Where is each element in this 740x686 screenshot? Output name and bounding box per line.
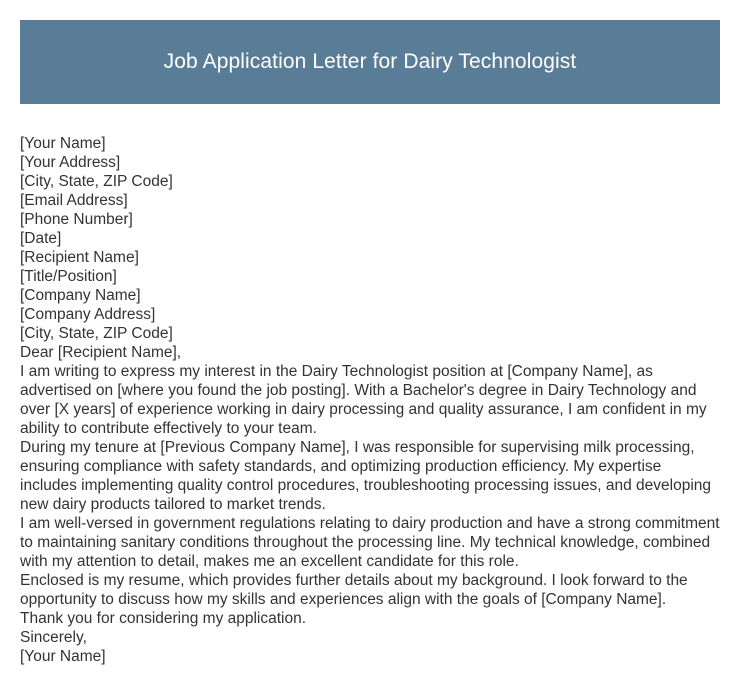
sender-phone: [Phone Number] — [20, 211, 133, 228]
letter-body — [20, 134, 722, 666]
recipient-company-address: [Company Address] — [20, 306, 156, 323]
sender-email: [Email Address] — [20, 192, 128, 209]
title-banner — [20, 20, 720, 104]
sender-name: [Your Name] — [20, 135, 106, 152]
paragraph-qualifications: I am well-versed in government regulations relating to dairy production and have a strong commitment to maintaining sanitary conditions throughout the processing line. My technical knowledge, combined with my attention to detail, makes me an excellent candidate for this role. — [20, 515, 720, 570]
page-title: Job Application Letter for Dairy Technologist — [163, 50, 577, 73]
closing: Sincerely, — [20, 629, 87, 646]
paragraph-experience: During my tenure at [Previous Company Name], I was responsible for supervising milk processing, ensuring compliance with safety standards, and optimizing production efficiency. My expertise includes implementing quality control procedures, troubleshooting processing issues, and developing new dairy products tailored to market trends. — [20, 439, 712, 513]
paragraph-interest: I am writing to express my interest in the Dairy Technologist position at [Company Name], as advertised on [where you found the job posting]. With a Bachelor's degree in Dairy Technology and over [X years] of experience working in dairy processing and quality assurance, I am confident in my ability to contribute effectively to your team. — [20, 363, 707, 437]
letter-date: [Date] — [20, 230, 62, 247]
sender-address: [Your Address] — [20, 154, 121, 171]
salutation: Dear [Recipient Name], — [20, 344, 182, 361]
recipient-company: [Company Name] — [20, 287, 141, 304]
signature-name: [Your Name] — [20, 648, 106, 665]
sender-city-state-zip: [City, State, ZIP Code] — [20, 173, 173, 190]
recipient-city-state-zip: [City, State, ZIP Code] — [20, 325, 173, 342]
recipient-name: [Recipient Name] — [20, 249, 139, 266]
paragraph-enclosure: Enclosed is my resume, which provides further details about my background. I look forward to the opportunity to discuss how my skills and experiences align with the goals of [Company Name]. — [20, 572, 688, 608]
paragraph-thanks: Thank you for considering my application. — [20, 610, 307, 627]
recipient-title: [Title/Position] — [20, 268, 117, 285]
